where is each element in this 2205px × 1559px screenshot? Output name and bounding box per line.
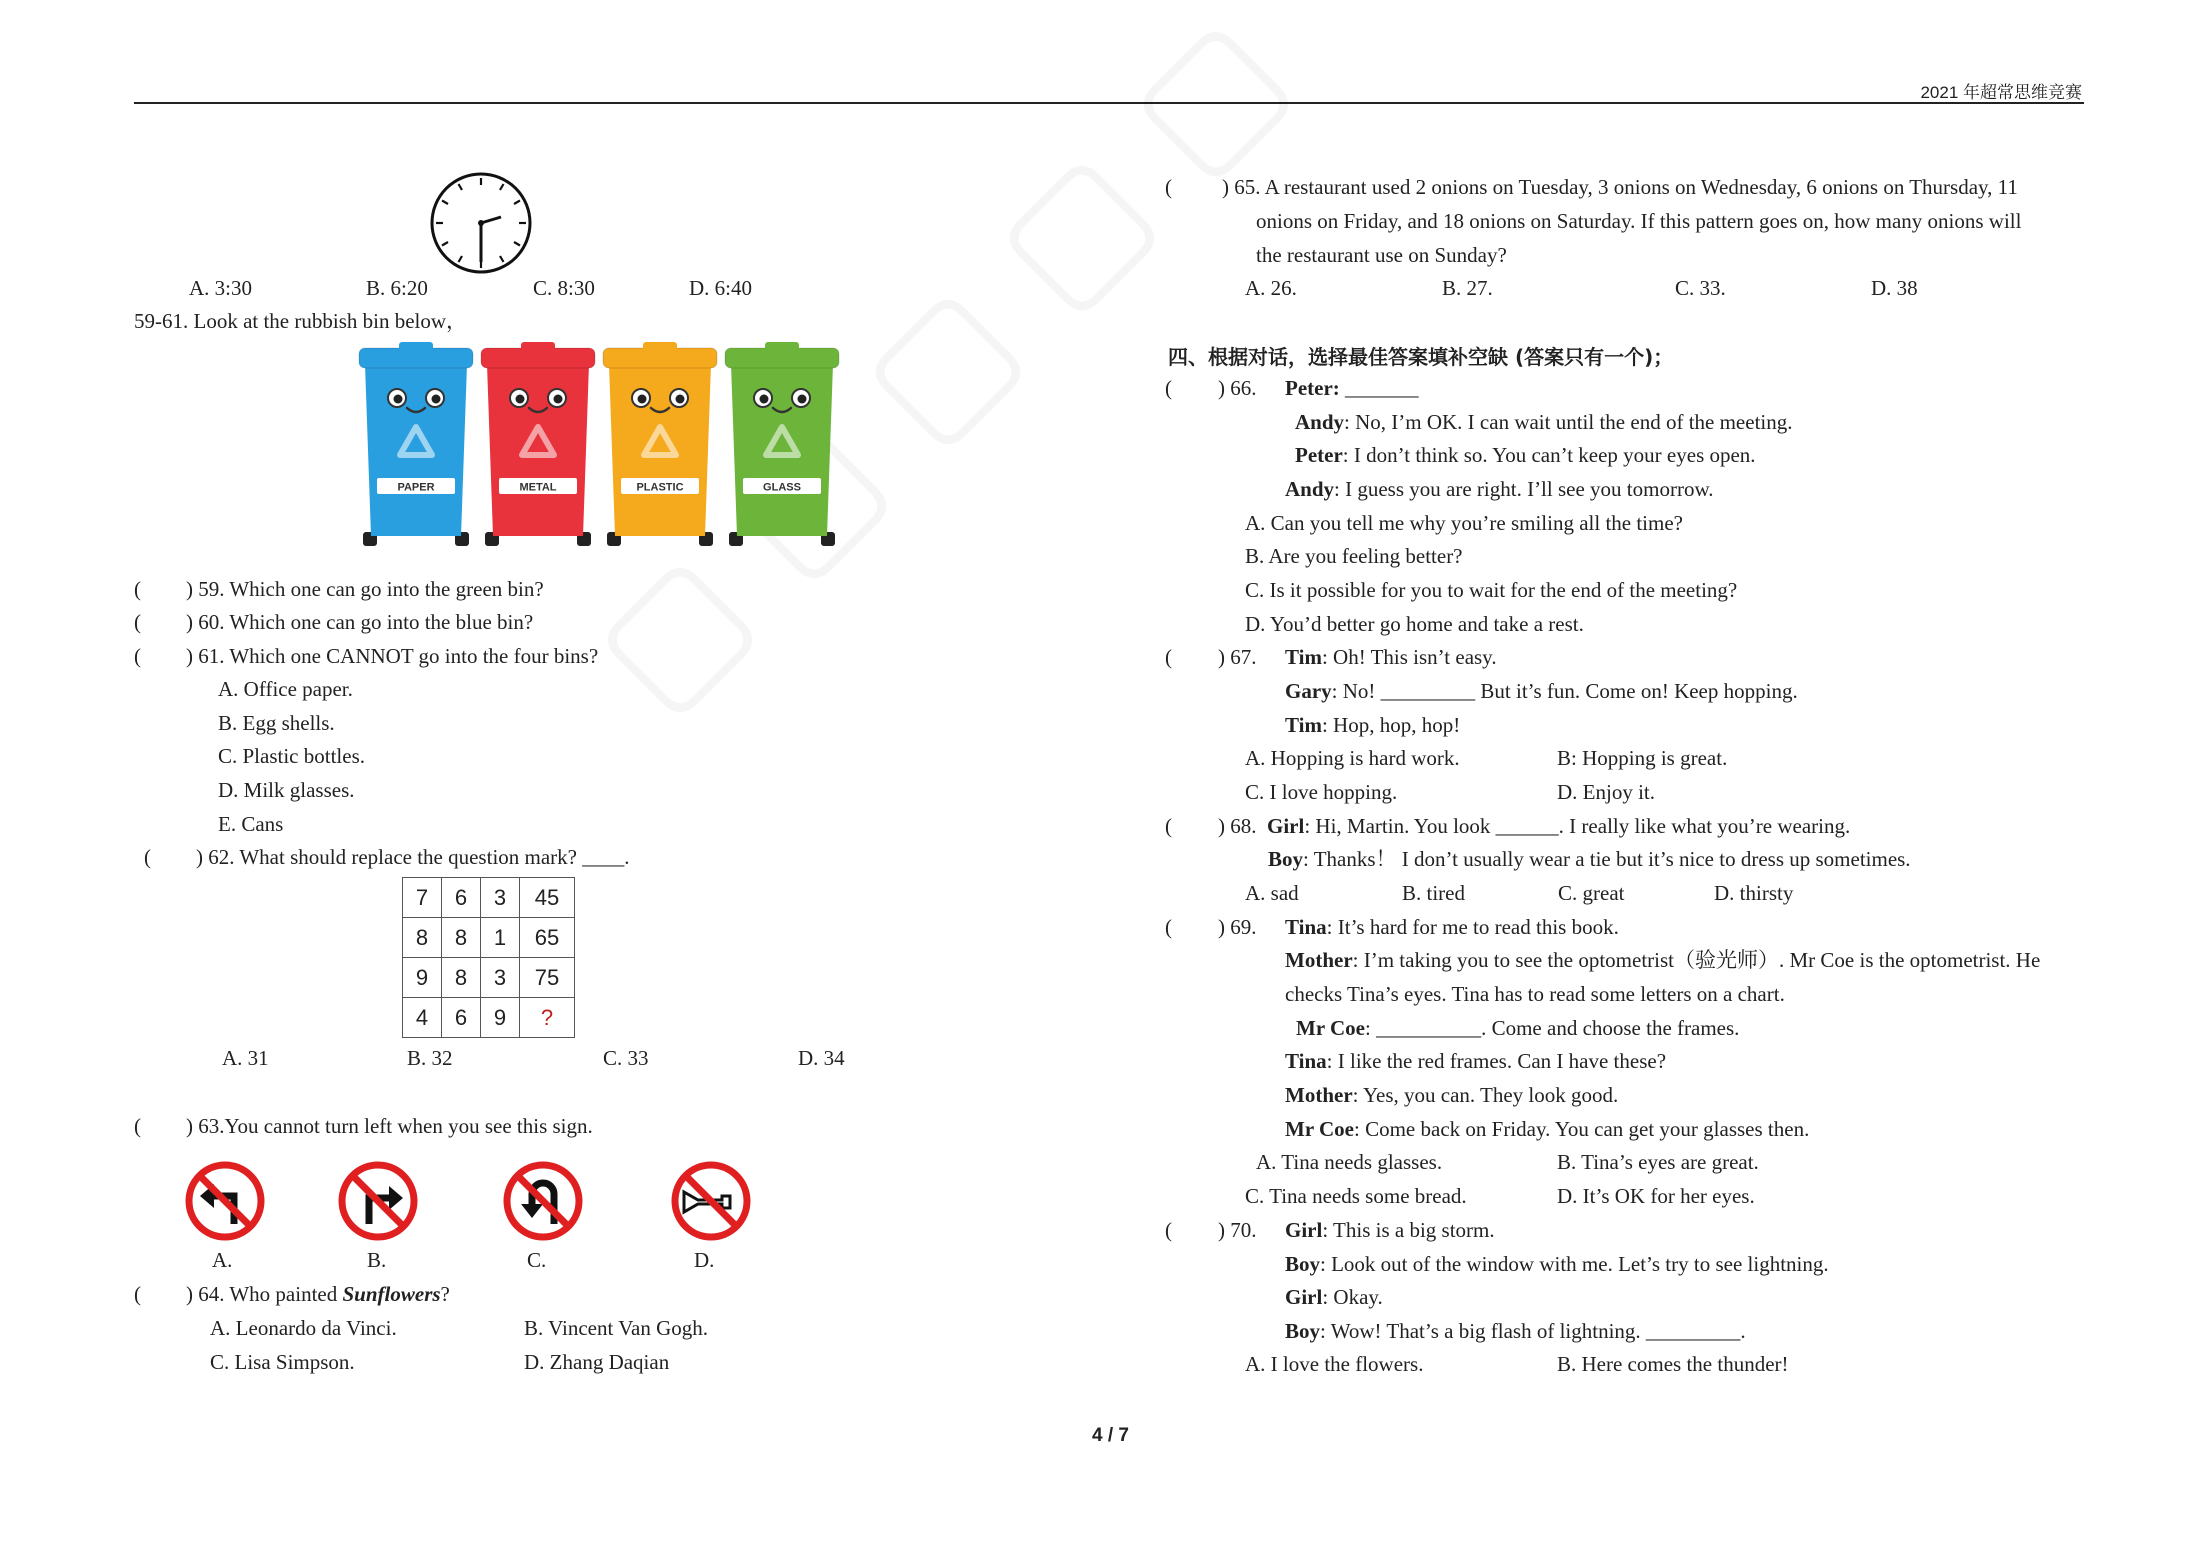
bin-metal	[481, 342, 595, 546]
section-4-heading: 四、根据对话，选择最佳答案填补空缺 (答案只有一个)；	[1168, 345, 1674, 369]
q66-line	[1295, 441, 1756, 469]
q62-option-c: C. 33	[603, 1046, 649, 1070]
speech: : Hi, Martin. You look ______. I really like what you’re wearing.	[1304, 814, 1851, 838]
q70-option-a: A. I love the flowers.	[1245, 1352, 1424, 1376]
q70-paren: (	[1165, 1218, 1172, 1242]
speaker: Boy	[1285, 1252, 1321, 1276]
q65-option-b: B. 27.	[1442, 276, 1493, 300]
speaker: Peter:	[1285, 376, 1340, 400]
q67-option-a: A. Hopping is hard work.	[1245, 746, 1460, 770]
q62-option-b: B. 32	[407, 1046, 453, 1070]
q62-paren: (	[144, 845, 151, 869]
bin-label: GLASS	[763, 481, 801, 494]
clock-option-a: A. 3:30	[189, 276, 252, 300]
speech: : __________. Come and choose the frames.	[1365, 1016, 1740, 1040]
q69-paren: (	[1165, 915, 1172, 939]
speech: : Come back on Friday. You can get your glasses then.	[1354, 1117, 1810, 1141]
speaker: Gary	[1285, 679, 1332, 703]
bin-glass	[725, 342, 839, 546]
q66-num: ) 66.	[1218, 376, 1257, 400]
speaker: Andy	[1295, 410, 1345, 434]
q61-option-d: D. Milk glasses.	[218, 778, 355, 802]
q65-option-c: C. 33.	[1675, 276, 1726, 300]
grid-cell: 7	[403, 878, 442, 918]
q70-line	[1285, 1250, 1829, 1278]
grid-cell: 75	[520, 958, 575, 998]
q61-option-a: A. Office paper.	[218, 677, 353, 701]
speaker: Mr Coe	[1296, 1016, 1365, 1040]
q70-option-b: B. Here comes the thunder!	[1557, 1352, 1789, 1376]
q68-num: ) 68.	[1218, 814, 1257, 838]
q65-option-a: A. 26.	[1245, 276, 1297, 300]
q69-option-d: D. It’s OK for her eyes.	[1557, 1184, 1755, 1208]
speaker: Tina	[1285, 1049, 1327, 1073]
q68-line	[1268, 845, 1911, 873]
no-right-turn-sign-icon	[337, 1160, 419, 1242]
speaker: Mr Coe	[1285, 1117, 1354, 1141]
q64-post: ?	[440, 1282, 450, 1306]
q70-num: ) 70.	[1218, 1218, 1257, 1242]
q59-text: ) 59. Which one can go into the green bin?	[186, 577, 544, 601]
q66-line	[1295, 408, 1793, 436]
speech: : Wow! That’s a big flash of lightning. _________.	[1320, 1319, 1746, 1343]
q65-paren: (	[1165, 175, 1172, 199]
q70-line	[1285, 1216, 1495, 1244]
q65-line-3: the restaurant use on Sunday?	[1256, 243, 1507, 267]
speech: : This is a big storm.	[1322, 1218, 1495, 1242]
speech: : It’s hard for me to read this book.	[1326, 915, 1619, 939]
q61-option-b: B. Egg shells.	[218, 711, 335, 735]
grid-cell: 9	[403, 958, 442, 998]
grid-cell: 8	[442, 918, 481, 958]
no-horn-sign-icon	[670, 1160, 752, 1242]
q63-text: ) 63.You cannot turn left when you see this sign.	[186, 1114, 593, 1138]
q69-option-b: B. Tina’s eyes are great.	[1557, 1150, 1759, 1174]
speech: : Look out of the window with me. Let’s try to see lightning.	[1320, 1252, 1829, 1276]
q62-option-a: A. 31	[222, 1046, 269, 1070]
speaker: Boy	[1285, 1319, 1321, 1343]
grid-cell: 1	[481, 918, 520, 958]
q70-line	[1285, 1317, 1746, 1345]
q67-option-d: D. Enjoy it.	[1557, 780, 1655, 804]
q68-paren: (	[1165, 814, 1172, 838]
speech: : Oh! This isn’t easy.	[1321, 645, 1497, 669]
q66-line	[1285, 374, 1419, 402]
speech: : Yes, you can. They look good.	[1352, 1083, 1619, 1107]
bin-plastic	[603, 342, 717, 546]
q64-pre: ) 64. Who painted	[186, 1282, 343, 1306]
grid-cell: 8	[403, 918, 442, 958]
q62-text: ) 62. What should replace the question mark? ____.	[196, 845, 630, 869]
grid-row	[403, 918, 575, 958]
header-title: 2021 年超常思维竞赛	[1920, 83, 2082, 102]
q69-line	[1285, 1081, 1618, 1109]
speaker: Girl	[1285, 1218, 1323, 1242]
q59-paren: (	[134, 577, 141, 601]
q68-option-a: A. sad	[1245, 881, 1299, 905]
grid-cell: 3	[481, 878, 520, 918]
speech: : I don’t think so. You can’t keep your eyes open.	[1342, 443, 1756, 467]
q67-line	[1285, 677, 1798, 705]
q69-num: ) 69.	[1218, 915, 1257, 939]
grid-row	[403, 958, 575, 998]
speech: _______	[1339, 376, 1419, 400]
q68-line	[1267, 812, 1850, 840]
q68-option-b: B. tired	[1402, 881, 1465, 905]
bin-paper	[359, 342, 473, 546]
q66-option-c: C. Is it possible for you to wait for the end of the meeting?	[1245, 578, 1738, 602]
q67-num: ) 67.	[1218, 645, 1257, 669]
q65-line-2: onions on Friday, and 18 onions on Saturday. If this pattern goes on, how many onions will	[1256, 209, 2022, 233]
q69-line	[1285, 1047, 1666, 1075]
bin-label: PAPER	[397, 481, 435, 494]
q68-option-d: D. thirsty	[1714, 881, 1794, 905]
grid-cell: 8	[442, 958, 481, 998]
page-number: 4 / 7	[1092, 1425, 1129, 1446]
q60-text: ) 60. Which one can go into the blue bin?	[186, 610, 534, 634]
grid-row	[403, 998, 575, 1038]
q69-line	[1285, 913, 1619, 941]
q61-text: ) 61. Which one CANNOT go into the four bins?	[186, 644, 599, 668]
q67-option-b: B: Hopping is great.	[1557, 746, 1728, 770]
speech: : I guess you are right. I’ll see you tomorrow.	[1334, 477, 1714, 501]
grid-row	[403, 878, 575, 918]
grid-cell-question-mark: ?	[520, 998, 575, 1038]
no-left-turn-sign-icon	[184, 1160, 266, 1242]
speaker: Tina	[1285, 915, 1327, 939]
speech: : I like the red frames. Can I have these?	[1326, 1049, 1667, 1073]
number-grid	[402, 877, 575, 1038]
clock-option-d: D. 6:40	[689, 276, 752, 300]
speaker: Girl	[1285, 1285, 1323, 1309]
q63-option-d: D.	[694, 1248, 715, 1272]
q61-option-e: E. Cans	[218, 812, 284, 836]
grid-cell: 6	[442, 998, 481, 1038]
speech: : No! _________ But it’s fun. Come on! Keep hopping.	[1331, 679, 1798, 703]
q68-option-c: C. great	[1558, 881, 1625, 905]
grid-cell: 3	[481, 958, 520, 998]
bin-label: PLASTIC	[636, 481, 684, 494]
speaker: Andy	[1285, 477, 1335, 501]
grid-cell: 9	[481, 998, 520, 1038]
q64-option-c: C. Lisa Simpson.	[210, 1350, 355, 1374]
q63-paren: (	[134, 1114, 141, 1138]
speaker: Mother	[1285, 948, 1353, 972]
q64-option-d: D. Zhang Daqian	[524, 1350, 670, 1374]
q64-option-a: A. Leonardo da Vinci.	[210, 1316, 397, 1340]
q63-option-b: B.	[367, 1248, 387, 1272]
speech: : No, I’m OK. I can wait until the end of the meeting.	[1344, 410, 1793, 434]
q70-line	[1285, 1283, 1383, 1311]
q66-line	[1285, 475, 1714, 503]
q67-line	[1285, 711, 1460, 739]
no-u-turn-sign-icon	[502, 1160, 584, 1242]
q61-option-c: C. Plastic bottles.	[218, 744, 365, 768]
rubbish-bins-illustration	[355, 342, 845, 547]
q65-option-d: D. 38	[1871, 276, 1918, 300]
q67-paren: (	[1165, 645, 1172, 669]
grid-cell: 6	[442, 878, 481, 918]
grid-cell: 45	[520, 878, 575, 918]
q64-paren: (	[134, 1282, 141, 1306]
q66-option-a: A. Can you tell me why you’re smiling all the time?	[1245, 511, 1683, 535]
q66-option-b: B. Are you feeling better?	[1245, 544, 1463, 568]
speech: : Hop, hop, hop!	[1321, 713, 1461, 737]
q62-option-d: D. 34	[798, 1046, 845, 1070]
speech: : I’m taking you to see the optometrist（验光师）. Mr Coe is the optometrist. He	[1352, 948, 2041, 972]
q66-paren: (	[1165, 376, 1172, 400]
speaker: Peter	[1295, 443, 1343, 467]
speaker: Mother	[1285, 1083, 1353, 1107]
q69-option-c: C. Tina needs some bread.	[1245, 1184, 1467, 1208]
speaker: Tim	[1285, 645, 1322, 669]
q61-paren: (	[134, 644, 141, 668]
q64-title: Sunflowers	[342, 1282, 441, 1306]
speaker: Boy	[1268, 847, 1304, 871]
clock-option-b: B. 6:20	[366, 276, 428, 300]
speech: : Thanks！ I don’t usually wear a tie but it’s nice to dress up sometimes.	[1303, 847, 1911, 871]
grid-cell: 65	[520, 918, 575, 958]
q64-option-b: B. Vincent Van Gogh.	[524, 1316, 709, 1340]
q59-61-intro: 59-61. Look at the rubbish bin below，	[134, 309, 468, 333]
q69-line: checks Tina’s eyes. Tina has to read some letters on a chart.	[1285, 982, 1785, 1006]
q66-option-d: D. You’d better go home and take a rest.	[1245, 612, 1584, 636]
q63-option-a: A.	[212, 1248, 233, 1272]
q63-option-c: C.	[527, 1248, 547, 1272]
speaker: Tim	[1285, 713, 1322, 737]
grid-cell: 4	[403, 998, 442, 1038]
q69-line	[1285, 1115, 1809, 1143]
q64-text	[186, 1280, 450, 1308]
q60-paren: (	[134, 610, 141, 634]
q69-line	[1285, 946, 2040, 974]
clock-option-c: C. 8:30	[533, 276, 595, 300]
speech: : Okay.	[1322, 1285, 1383, 1309]
clock-icon	[428, 170, 534, 276]
bin-label: METAL	[519, 481, 557, 494]
q67-option-c: C. I love hopping.	[1245, 780, 1398, 804]
q69-option-a: A. Tina needs glasses.	[1256, 1150, 1443, 1174]
speaker: Girl	[1267, 814, 1305, 838]
q67-line	[1285, 643, 1497, 671]
q69-line	[1296, 1014, 1739, 1042]
q65-line-1: ) 65. A restaurant used 2 onions on Tuesday, 3 onions on Wednesday, 6 onions on Thursday, 11	[1222, 175, 2018, 199]
